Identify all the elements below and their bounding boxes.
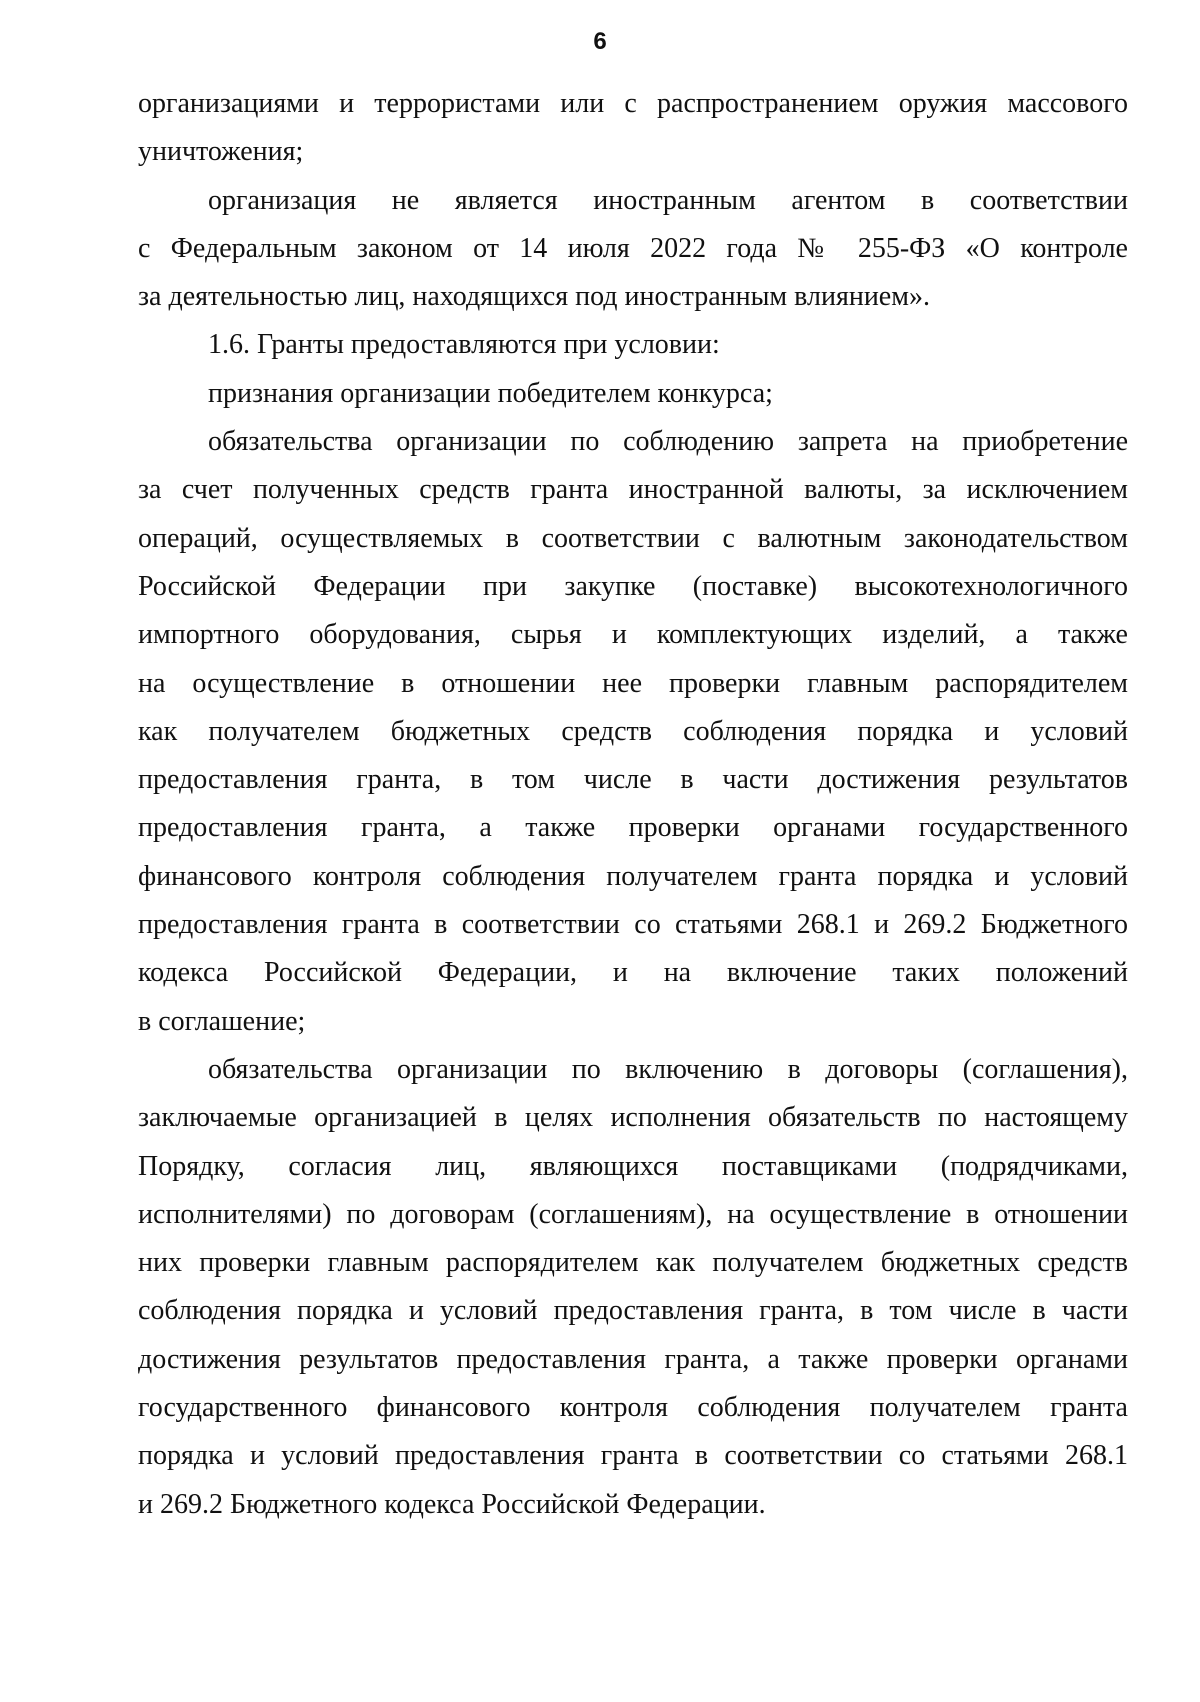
text-line: них проверки главным распорядителем как получателем бюджетных средств (138, 1247, 1128, 1279)
text-line: Российской Федерации при закупке (поставке) высокотехнологичного (138, 570, 1128, 602)
text-line: Порядку, согласия лиц, являющихся поставщиками (подрядчиками, (138, 1150, 1128, 1182)
text-line: обязательства организации по соблюдению запрета на приобретение (208, 426, 1128, 458)
text-line: соблюдения порядка и условий предоставления гранта, в том числе в части (138, 1295, 1128, 1327)
text-line: заключаемые организацией в целях исполнения обязательств по настоящему (138, 1102, 1128, 1134)
text-line: 1.6. Гранты предоставляются при условии: (208, 329, 720, 361)
text-line: организация не является иностранным агентом в соответствии (208, 184, 1128, 216)
text-line: за деятельностью лиц, находящихся под иностранным влиянием». (138, 281, 930, 313)
text-line: кодекса Российской Федерации, и на включение таких положений (138, 957, 1128, 989)
document-body (138, 80, 1128, 1529)
text-line: предоставления гранта в соответствии со статьями 268.1 и 269.2 Бюджетного (138, 909, 1128, 941)
text-line: как получателем бюджетных средств соблюдения порядка и условий (138, 715, 1128, 747)
text-line: уничтожения; (138, 136, 304, 168)
text-line: в соглашение; (138, 1005, 306, 1037)
text-line: импортного оборудования, сырья и комплектующих изделий, а также (138, 619, 1128, 651)
text-line: финансового контроля соблюдения получателем гранта порядка и условий (138, 860, 1128, 892)
text-line: за счет полученных средств гранта иностранной валюты, за исключением (138, 474, 1128, 506)
text-line: организациями и террористами или с распространением оружия массового (138, 88, 1128, 119)
text-line: предоставления гранта, в том числе в части достижения результатов (138, 764, 1128, 796)
text-line: исполнителями) по договорам (соглашениям), на осуществление в отношении (138, 1198, 1128, 1230)
text-line: порядка и условий предоставления гранта в соответствии со статьями 268.1 (138, 1440, 1128, 1472)
text-line: и 269.2 Бюджетного кодекса Российской Федерации. (138, 1488, 766, 1520)
text-line: с Федеральным законом от 14 июля 2022 года № 255-ФЗ «О контроле (138, 232, 1128, 264)
text-line: предоставления гранта, а также проверки органами государственного (138, 812, 1128, 844)
page-number: 6 (593, 28, 607, 55)
text-line: операций, осуществляемых в соответствии с валютным законодательством (138, 522, 1128, 554)
text-line: государственного финансового контроля соблюдения получателем гранта (138, 1392, 1128, 1424)
text-line: достижения результатов предоставления гранта, а также проверки органами (138, 1343, 1128, 1375)
text-line: обязательства организации по включению в договоры (соглашения), (208, 1053, 1128, 1085)
text-line: на осуществление в отношении нее проверки главным распорядителем (138, 667, 1128, 699)
text-line: признания организации победителем конкурса; (208, 377, 773, 409)
